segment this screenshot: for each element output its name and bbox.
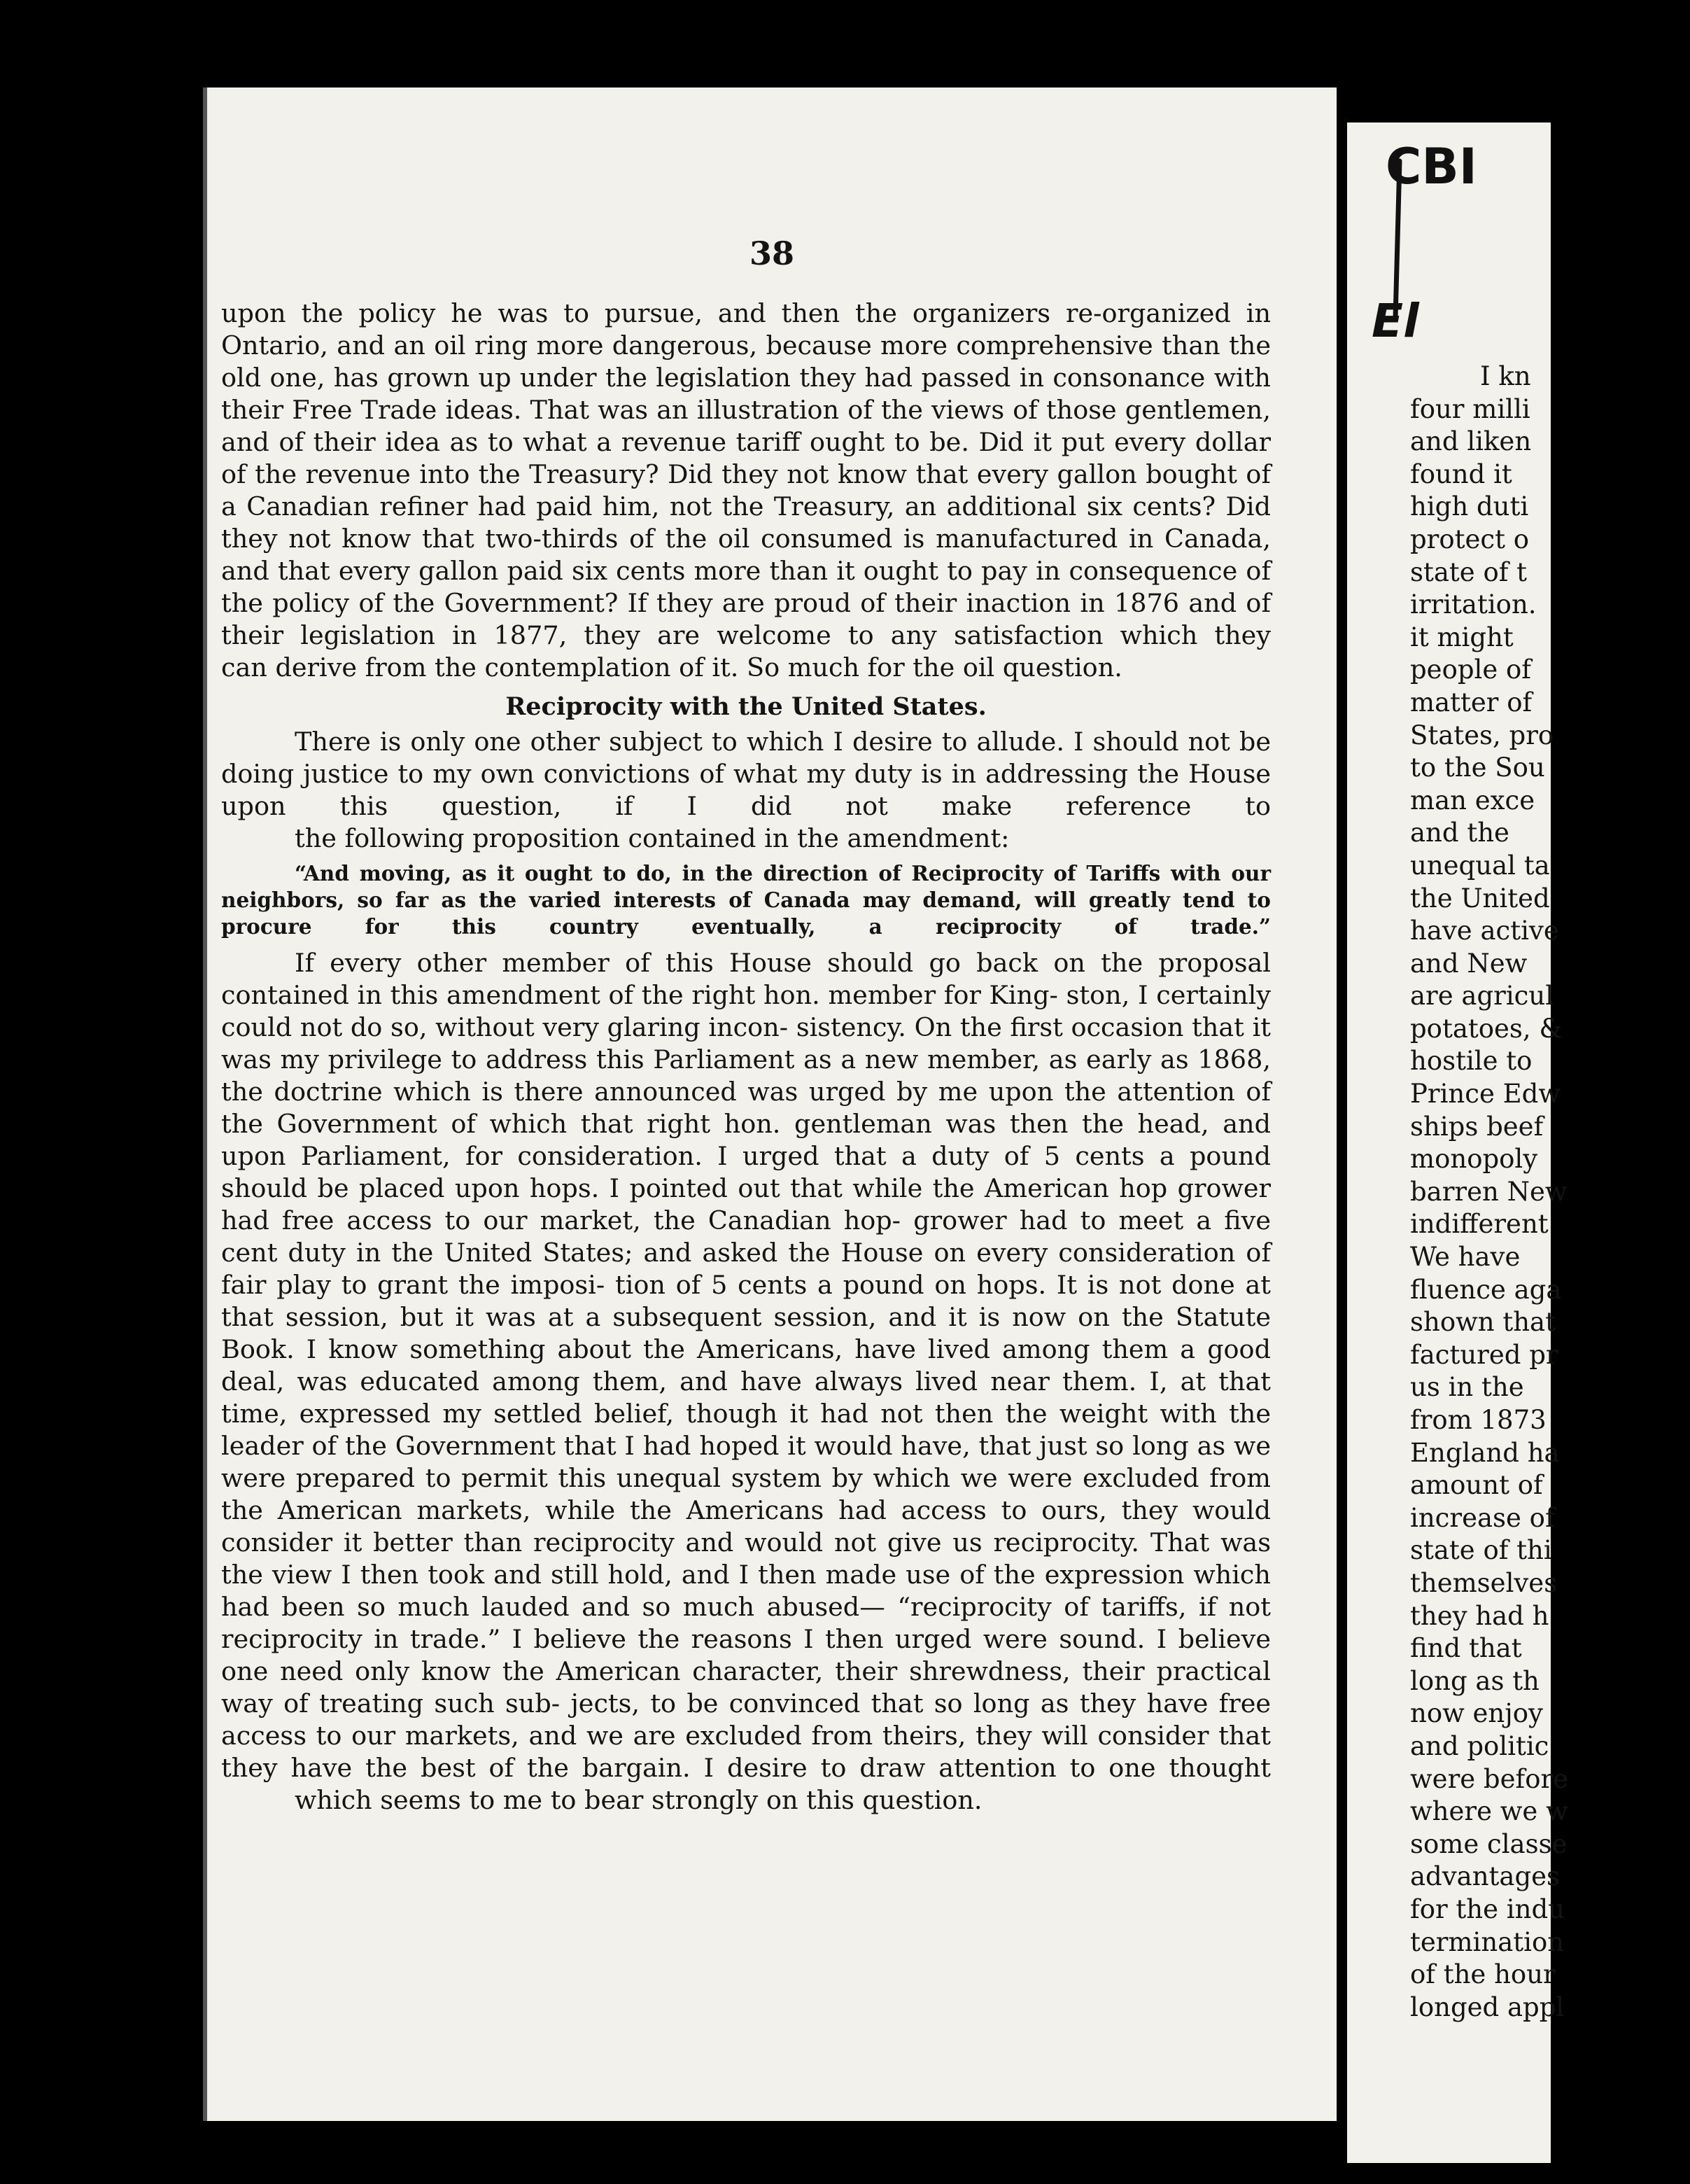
right-text-line: find that xyxy=(1410,1633,1522,1664)
text-line: Parliament, for consideration. I urged that a duty of 5 cents a xyxy=(300,1141,1190,1171)
text-line-last: the following proposition contained in the amendment: xyxy=(295,823,1010,853)
right-text-line: protect o xyxy=(1410,524,1530,554)
paragraph-oil-question xyxy=(221,298,1271,684)
text-line: have the best of the bargain. I desire to draw attention to one thought xyxy=(290,1753,1271,1783)
page-text xyxy=(221,298,1271,1816)
right-text-line: are agricul xyxy=(1410,981,1554,1011)
right-text-line: for the indu xyxy=(1410,1893,1565,1924)
right-text-line: hostile to xyxy=(1410,1046,1533,1077)
text-line: contained in this amendment of the right hon. member for King- xyxy=(221,980,1066,1010)
right-text-line: potatoes, & xyxy=(1410,1013,1563,1044)
text-line: the expression which had been so much lauded and so much abused— xyxy=(221,1560,1271,1622)
right-page-text xyxy=(1410,360,1690,2024)
text-line: grower had to meet a five cent duty in the United States; and asked xyxy=(221,1205,1271,1268)
text-line: there announced was urged by me upon the attention of the Government xyxy=(221,1077,1271,1139)
text-line: should not be doing justice to my own convictions of what my duty is in xyxy=(221,727,1271,789)
section-heading: Reciprocity with the United States. xyxy=(505,692,987,721)
text-line: consonance with their Free Trade ideas. That was an illustration of the xyxy=(221,363,1271,425)
text-line: Government? If they are proud of their inaction in 1876 and of their xyxy=(221,588,1271,650)
right-text-line: unequal ta xyxy=(1410,850,1550,881)
right-text-line: four milli xyxy=(1410,393,1530,424)
right-text-line: barren New xyxy=(1410,1176,1568,1207)
right-text-line: Prince Edw xyxy=(1410,1079,1561,1110)
right-text-line: people of xyxy=(1410,654,1532,685)
handwritten-note-bottom: El xyxy=(1372,294,1419,348)
text-line: “And moving, as it ought to do, in the direction of Reciprocity of Tariffs with our xyxy=(295,861,1271,886)
paragraph-reciprocity-intro xyxy=(221,726,1271,855)
text-line: If every other member of this House should go back on the proposal xyxy=(295,948,1271,978)
right-text-line: We have xyxy=(1410,1242,1521,1273)
text-line: Ontario, and an oil ring more dangerous, because more comprehensive xyxy=(221,330,1162,360)
text-line: views of those gentlemen, and of their idea as to what a revenue tariff ought xyxy=(221,395,1271,457)
text-line: legislation in 1877, they are welcome to any satisfaction which they xyxy=(300,620,1271,650)
text-line: addressing the House upon this question, if I did not make reference to xyxy=(221,759,1271,821)
text-line: There is only one other subject to which I desire to allude. I xyxy=(295,727,1093,757)
text-line: pound should be placed upon hops. I pointed out that while the xyxy=(221,1141,1271,1203)
text-line: tion of 5 cents a pound on hops. It is not done at that session, but it xyxy=(221,1270,1271,1332)
paragraph-reciprocity-argument xyxy=(221,947,1271,1816)
text-line: the House on every consideration of fair play to grant the imposi- xyxy=(221,1238,1271,1300)
text-line: them a good deal, was educated among them, and have always lived xyxy=(221,1334,1271,1396)
text-line: to be. Did it put every dollar of the revenue into the Treasury? Did they xyxy=(221,427,1272,489)
right-text-line: from 1873 xyxy=(1410,1405,1547,1435)
text-line: character, their shrewdness, their practical way of treating such sub- xyxy=(221,1656,1271,1718)
right-text-line: monopoly xyxy=(1410,1144,1538,1175)
right-text-line: ships beef xyxy=(1410,1111,1544,1142)
right-text-line: England ha xyxy=(1410,1437,1560,1468)
right-text-line: some classe xyxy=(1410,1828,1568,1859)
text-line: the Treasury, an additional six cents? Did they not know that two-thirds xyxy=(221,491,1271,554)
text-line: of which that right hon. gentleman was then the head, and upon xyxy=(221,1109,1272,1171)
right-text-line: indifferent xyxy=(1410,1209,1549,1240)
right-text-line: and liken xyxy=(1410,426,1532,457)
text-line: American hop grower had free access to our market, the Canadian hop- xyxy=(221,1173,1271,1236)
text-line: neighbors, so far as the varied interests of Canada may demand, will greatly tend to xyxy=(221,888,1271,912)
text-line: it had not then the weight with the leader of the Government xyxy=(221,1399,1271,1461)
right-text-line: advantages xyxy=(1410,1861,1561,1892)
right-text-line: and New xyxy=(1410,948,1528,979)
page-number: 38 xyxy=(749,234,794,272)
right-text-line: man exce xyxy=(1410,785,1535,816)
right-text-line: high duti xyxy=(1410,491,1529,522)
right-text-line: were before xyxy=(1410,1763,1569,1794)
right-text-line: termination xyxy=(1410,1926,1565,1957)
text-line: Parliament as a new member, as early as 1868, the doctrine which is xyxy=(221,1044,1271,1107)
text-line: to permit this unequal system by which we were excluded from the xyxy=(221,1463,1271,1525)
text-line: markets, and we are excluded from theirs, they will consider that they xyxy=(221,1721,1271,1783)
right-text-line: long as th xyxy=(1410,1665,1540,1696)
right-text-line: state of thi xyxy=(1410,1535,1552,1566)
text-line: than the old one, has grown up under the legislation they had passed in xyxy=(221,330,1271,393)
text-line: I then urged were sound. I believe one need only know the American xyxy=(221,1624,1271,1686)
text-line: That was the view I then took and still hold, and I then made use of xyxy=(221,1527,1271,1590)
right-text-line: longed appl xyxy=(1410,1991,1565,2022)
handwritten-note-top: CBI xyxy=(1386,138,1477,195)
text-line: “reciprocity of tariffs, if not reciprocity in trade.” I believe the reasons xyxy=(221,1592,1271,1654)
left-page xyxy=(203,88,1337,2121)
text-line: sistency. On the first occasion that it was my privilege to address this xyxy=(221,1012,1271,1074)
right-text-line: found it xyxy=(1410,458,1512,489)
right-text-line: fluence aga xyxy=(1410,1274,1562,1305)
text-line: Book. I know something about the Americans, have lived among xyxy=(221,1334,1102,1364)
right-text-line: shown that xyxy=(1410,1307,1556,1338)
right-text-line: it might xyxy=(1410,622,1514,652)
right-text-line: factured pr xyxy=(1410,1339,1558,1370)
right-text-line: and politic xyxy=(1410,1730,1549,1761)
right-text-line: the United xyxy=(1410,883,1550,913)
text-line: near them. I, at that time, expressed my settled belief, though xyxy=(221,1366,1271,1429)
right-text-line: of the hour xyxy=(1410,1959,1556,1990)
right-page xyxy=(1347,122,1569,2163)
right-text-line: where we w xyxy=(1410,1796,1568,1827)
right-text-line: matter of xyxy=(1410,687,1533,718)
text-line: was at a subsequent session, and it is now on the Statute xyxy=(485,1302,1271,1332)
right-text-line: States, pro xyxy=(1410,720,1554,750)
text-line: jects, to be convinced that so long as they have free access to our xyxy=(221,1688,1271,1751)
text-line: upon the policy he was to pursue, and then the organizers re-organized in xyxy=(221,298,1271,328)
text-line-last: can derive from the contemplation of it. So much for the oil question. xyxy=(221,652,1122,682)
text-line: not know that every gallon bought of a Canadian refiner had paid him, not xyxy=(221,459,1271,522)
right-text-line: us in the xyxy=(1410,1372,1524,1403)
text-line: of the oil consumed is manufactured in Canada, and that every gallon paid xyxy=(221,524,1271,586)
text-line: American markets, while the Americans had access to ours, they would xyxy=(277,1495,1271,1525)
right-text-line: increase of xyxy=(1410,1502,1555,1533)
right-text-line: have active xyxy=(1410,916,1559,946)
right-text-line: irritation. xyxy=(1410,589,1537,620)
text-line-last: procure for this country eventually, a reciprocity of trade.” xyxy=(221,914,1271,939)
right-text-line: and the xyxy=(1410,818,1509,848)
right-text-line: to the Sou xyxy=(1410,752,1545,783)
right-text-line: I kn xyxy=(1480,361,1531,391)
text-line: six cents more than it ought to pay in consequence of the policy of the xyxy=(221,556,1271,618)
text-line: consider it better than reciprocity and would not give us reciprocity. xyxy=(221,1527,1150,1558)
right-text-line: amount of xyxy=(1410,1470,1543,1501)
right-text-line: now enjoy xyxy=(1410,1698,1543,1729)
text-line: ston, I certainly could not do so, without very glaring incon- xyxy=(221,980,1271,1042)
amendment-quote xyxy=(221,860,1271,940)
right-text-line: state of t xyxy=(1410,556,1528,587)
text-line: that I had hoped it would have, that just so long as we were prepared xyxy=(221,1431,1272,1493)
right-text-line: they had h xyxy=(1410,1600,1549,1631)
text-line-last: which seems to me to bear strongly on this question. xyxy=(295,1785,983,1815)
right-text-line: themselves xyxy=(1410,1567,1558,1598)
